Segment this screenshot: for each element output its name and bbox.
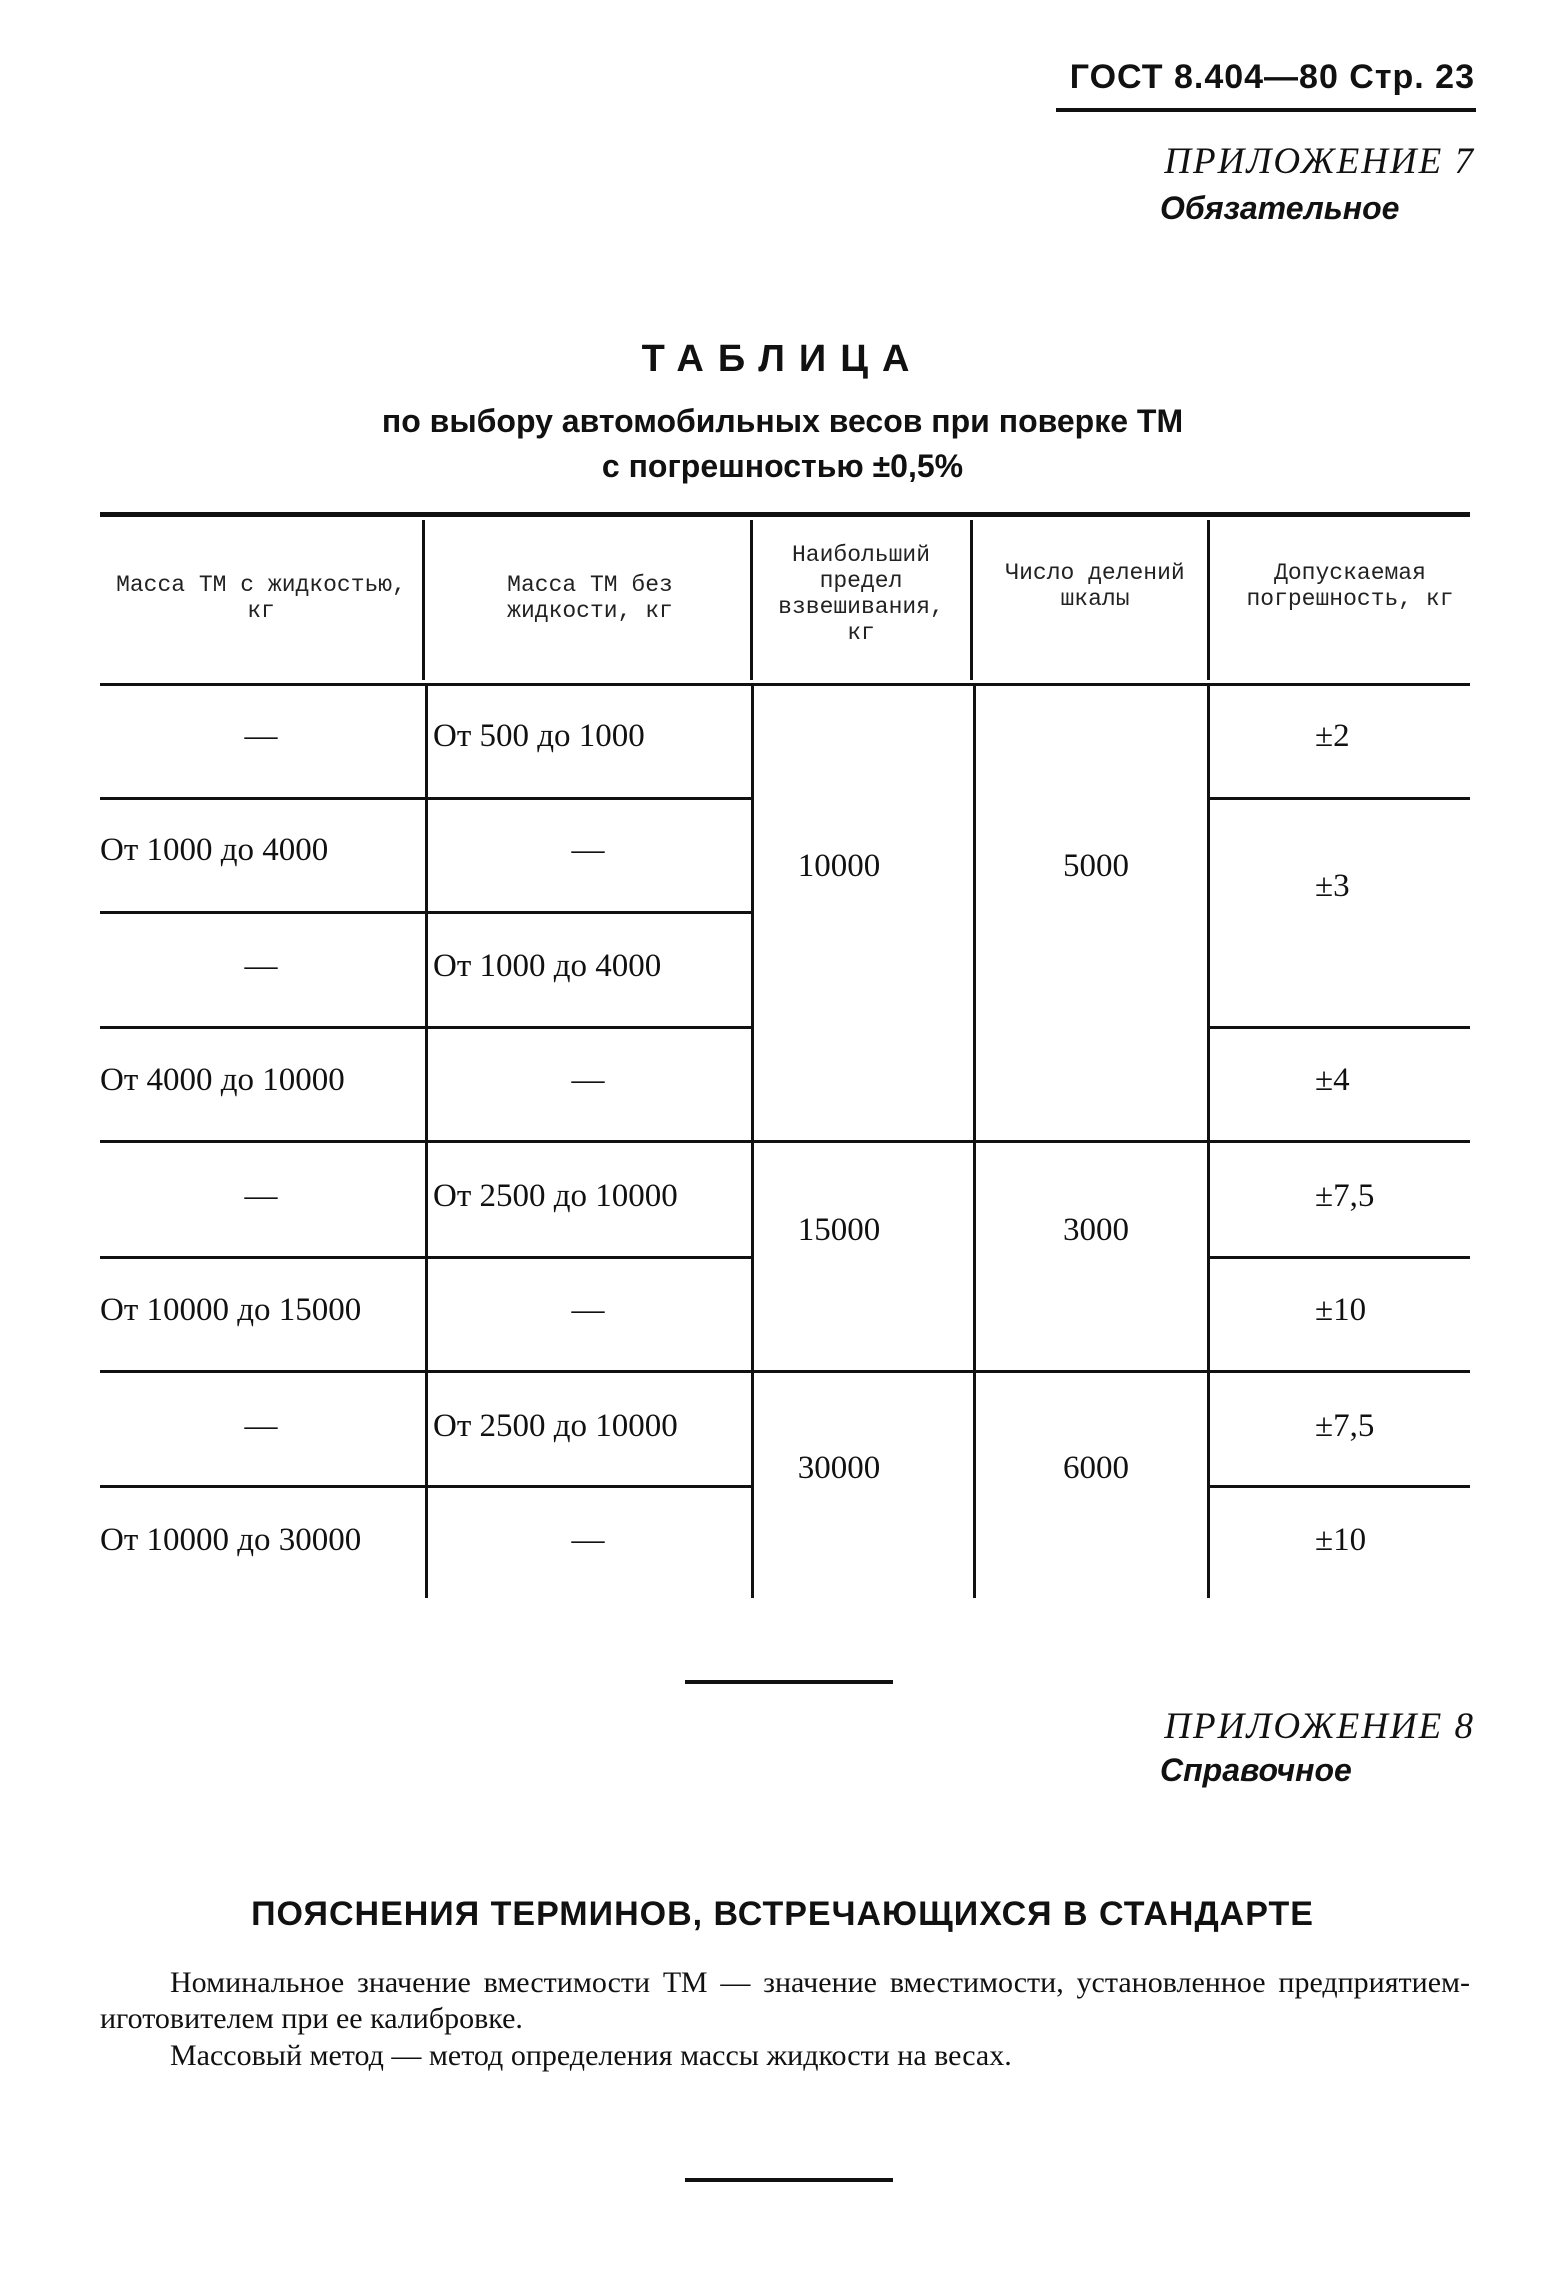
- table-cell-error: ±10: [1315, 1292, 1367, 1328]
- header-bottom-rule: [100, 683, 1470, 686]
- row-rule: [1207, 797, 1470, 800]
- row-rule: [1207, 1026, 1470, 1029]
- appendix-7-subtitle: Обязательное: [1160, 190, 1400, 226]
- row-rule: [1207, 1485, 1470, 1488]
- appendix-8-title: ПРИЛОЖЕНИЕ 8: [1164, 1706, 1475, 1747]
- table-cell: От 10000 до 15000: [100, 1292, 362, 1328]
- table-cell: —: [244, 1408, 278, 1444]
- row-rule: [1207, 1256, 1470, 1259]
- table-subtitle-line1: по выбору автомобильных весов при поверке ТМ: [381, 403, 1184, 439]
- table-cell: —: [571, 1522, 605, 1558]
- table-cell-error: ±4: [1315, 1062, 1350, 1098]
- row-rule: [100, 1256, 751, 1259]
- row-rule: [100, 1485, 751, 1488]
- table-cell-error: ±7,5: [1315, 1408, 1375, 1444]
- table-cell: —: [244, 1178, 278, 1214]
- table-cell: От 4000 до 10000: [100, 1062, 345, 1098]
- column-header-without-liquid: Масса ТМ без жидкости, кг: [507, 572, 673, 624]
- row-rule: [100, 1140, 1470, 1143]
- table-cell: —: [571, 1062, 605, 1098]
- row-rule: [100, 1370, 1470, 1373]
- table-cell: —: [244, 718, 278, 754]
- table-cell: От 1000 до 4000: [433, 948, 662, 984]
- table-cell: От 500 до 1000: [433, 718, 645, 754]
- table-cell-error: ±3: [1315, 868, 1350, 904]
- table-cell-divisions: 6000: [1063, 1450, 1129, 1486]
- column-header-limit: Наибольший предел взвешивания, кг: [778, 542, 944, 646]
- paragraph-1: Номинальное значение вместимости ТМ — значение вместимости, установленное предприятием-иготовителем при ее калибровке.: [100, 1966, 1470, 2035]
- header-rule: [1056, 108, 1476, 112]
- table-cell-error: ±10: [1315, 1522, 1367, 1558]
- page-header: ГОСТ 8.404—80 Стр. 23: [1069, 58, 1475, 96]
- column-header-divisions: Число делений шкалы: [1005, 560, 1185, 612]
- header-divider: [422, 520, 425, 680]
- table-title: ТАБЛИЦА: [641, 338, 924, 380]
- appendix-7-title: ПРИЛОЖЕНИЕ 7: [1164, 141, 1475, 182]
- paragraph-2: Массовый метод — метод определения массы жидкости на весах.: [170, 2039, 1012, 2072]
- column-header-with-liquid: Масса ТМ с жидкостью, кг: [116, 572, 406, 624]
- table-cell: От 2500 до 10000: [433, 1408, 678, 1444]
- table-cell-limit: 10000: [797, 848, 881, 884]
- bottom-separator: [685, 2178, 893, 2182]
- table-cell: —: [571, 832, 605, 868]
- section-title: ПОЯСНЕНИЯ ТЕРМИНОВ, ВСТРЕЧАЮЩИХСЯ В СТАНДАРТЕ: [251, 1895, 1314, 1933]
- table-cell: От 2500 до 10000: [433, 1178, 678, 1214]
- table-cell-divisions: 3000: [1063, 1212, 1129, 1248]
- header-divider: [750, 520, 753, 680]
- appendix-8-subtitle: Справочное: [1160, 1752, 1352, 1788]
- table-cell-error: ±7,5: [1315, 1178, 1375, 1214]
- section-separator: [685, 1680, 893, 1684]
- table-top-rule: [100, 512, 1470, 517]
- row-rule: [100, 911, 751, 914]
- header-divider: [970, 520, 973, 680]
- table-cell-divisions: 5000: [1063, 848, 1129, 884]
- table-cell: —: [571, 1292, 605, 1328]
- table-cell-limit: 15000: [797, 1212, 881, 1248]
- table-cell: —: [244, 948, 278, 984]
- column-header-error: Допускаемая погрешность, кг: [1246, 560, 1454, 612]
- table-cell-limit: 30000: [797, 1450, 881, 1486]
- table-cell-error: ±2: [1315, 718, 1350, 754]
- table-cell: От 1000 до 4000: [100, 832, 329, 868]
- row-rule: [100, 797, 751, 800]
- table-subtitle-line2: с погрешностью ±0,5%: [601, 448, 964, 484]
- header-divider: [1207, 520, 1210, 680]
- table-cell: От 10000 до 30000: [100, 1522, 362, 1558]
- row-rule: [100, 1026, 751, 1029]
